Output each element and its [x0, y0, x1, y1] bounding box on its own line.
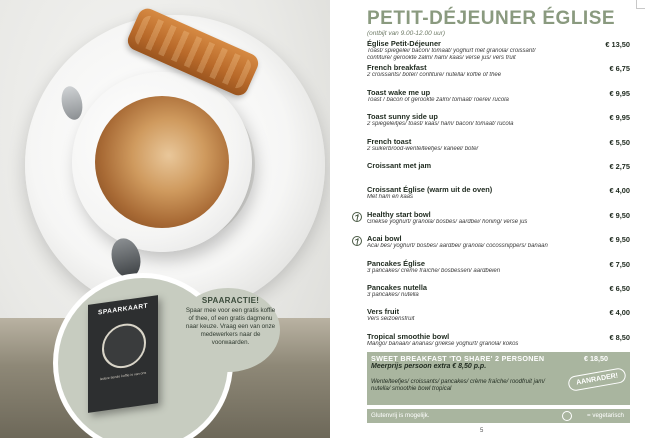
aanrader-badge: AANRADER!	[567, 367, 627, 392]
vegetarian-legend: = vegetarisch	[587, 412, 624, 419]
menu-item-price: € 9,50	[609, 235, 630, 245]
loyalty-card	[88, 295, 158, 413]
menu-item-price: € 4,00	[609, 308, 630, 318]
sweet-extra: Meerprijs persoon extra € 8,50 p.p.	[371, 363, 487, 370]
menu-item-name: French breakfast	[367, 63, 427, 73]
menu-item-name: Croissant met jam	[367, 160, 432, 170]
menu-item-name: Toast sunny side up	[367, 112, 438, 122]
menu-item-price: € 7,50	[609, 259, 630, 269]
menu-item	[338, 138, 630, 162]
menu-item	[338, 308, 630, 332]
menu-item-description: 2 croissants/ boter/ confiture/ nutella/ koffie of thee	[367, 72, 502, 79]
menu-item	[338, 113, 630, 137]
menu-items	[338, 40, 630, 357]
menu-item-price: € 9,95	[609, 88, 630, 98]
menu-item-name: Pancakes Église	[367, 258, 425, 268]
menu-item-price: € 4,00	[609, 186, 630, 196]
menu-item	[338, 284, 630, 308]
vegetarian-icon	[352, 212, 362, 222]
menu-item-description: confiture/ gerookte zalm/ ham/ kaas/ verse jus/ vers fruit	[367, 54, 516, 61]
menu-item	[338, 89, 630, 113]
menu-item	[338, 64, 630, 88]
sweet-heading: SWEET BREAKFAST 'TO SHARE' 2 PERSONEN	[371, 354, 545, 363]
menu-item-name: Croissant Église (warm uit de oven)	[367, 185, 493, 195]
promo-text	[183, 296, 278, 347]
menu-item-description: 2 suikerbrood-wentelteefjes/ kaneel/ boter	[367, 145, 479, 152]
menu-subtitle: (ontbijt van 9.00-12.00 uur)	[367, 30, 446, 37]
menu-title: PETIT-DÉJEUNER ÉGLISE	[367, 8, 616, 29]
menu-item-price: € 6,75	[609, 64, 630, 74]
page-corner	[636, 0, 645, 9]
vegetarian-icon	[352, 236, 362, 246]
menu-item-description: 3 pancakes/ nutella	[367, 291, 419, 298]
menu-item-name: Healthy start bowl	[367, 209, 431, 219]
menu-item-name: Tropical smoothie bowl	[367, 331, 450, 341]
vegetarian-icon	[562, 411, 572, 421]
menu-item-description: Toast/ spiegelei/ bacon/ tomaat/ yoghurt met granola/ croissant/	[367, 48, 536, 54]
menu-item-description: 3 pancakes/ crème fraîche/ bosbessen/ aardbeien	[367, 267, 501, 274]
menu-item-price: € 8,50	[609, 332, 630, 342]
menu-item	[338, 260, 630, 284]
menu-item-price: € 2,75	[609, 161, 630, 171]
menu-item-price: € 9,50	[609, 210, 630, 220]
menu-item	[338, 186, 630, 210]
menu-item-name: Acai bowl	[367, 234, 402, 244]
card-text: Iedere tiende koffie is van ons	[99, 370, 147, 382]
menu-item-description: 2 spiegeleitjes/ toast/ kaas/ ham/ bacon/ tomaat/ rucola	[367, 121, 514, 128]
gluten-note: Glutenvrij is mogelijk.	[371, 412, 430, 419]
menu-item	[338, 235, 630, 259]
card-title: SPAARKAART	[97, 302, 149, 317]
menu-item-price: € 5,50	[609, 137, 630, 147]
menu-item	[338, 162, 630, 186]
promo-body: Spaar mee voor een gratis koffie of thee, of een gratis dagmenu naar keuze. Vraag een van onze medewerkers naar de voorwaarden.	[185, 307, 276, 346]
menu-item-price: € 13,50	[605, 40, 630, 49]
menu-footer	[367, 409, 630, 423]
menu-item-price: € 9,95	[609, 113, 630, 123]
menu-item-name: Pancakes nutella	[367, 282, 427, 292]
church-seal-icon	[102, 321, 146, 371]
menu-item	[338, 211, 630, 235]
sweet-desc: Wentelteefjes/ croissants/ pancakes/ crème fraîche/ roodfruit jam/ nutella/ smoothie bowl tropical	[371, 379, 545, 392]
promo-title: SPAARACTIE!	[201, 296, 260, 305]
sweet-price: € 18,50	[584, 354, 608, 363]
sweet-breakfast-box	[367, 352, 630, 405]
menu-item-description: Toast / bacon of gerookte zalm/ tomaat/ roerei/ rucola	[367, 96, 509, 103]
menu-page	[330, 0, 645, 438]
menu-item-description: Griekse yoghurt/ granola/ bosbes/ aardbei/ honing/ verse jus	[367, 218, 528, 225]
menu-item-price: € 6,50	[609, 283, 630, 293]
menu-item-name: Toast wake me up	[367, 87, 431, 97]
menu-item	[338, 40, 630, 64]
menu-item-name: French toast	[367, 136, 412, 146]
page-number: 5	[480, 428, 484, 434]
menu-item-description: Acai bes/ yoghurt/ bosbes/ aardbei/ granola/ cocossnippers/ banaan	[367, 243, 548, 250]
menu-item-name: Vers fruit	[367, 307, 400, 317]
menu-item-description: Met ham en kaas	[367, 194, 414, 201]
menu-item-description: Vers seizoensfruit	[367, 316, 415, 323]
espresso-crema	[95, 96, 229, 228]
menu-item-description: Mango/ banaan/ ananas/ griekse yoghurt/ granola/ kokos	[367, 340, 519, 347]
menu-item-name: Église Petit-Déjeuner	[367, 39, 441, 48]
